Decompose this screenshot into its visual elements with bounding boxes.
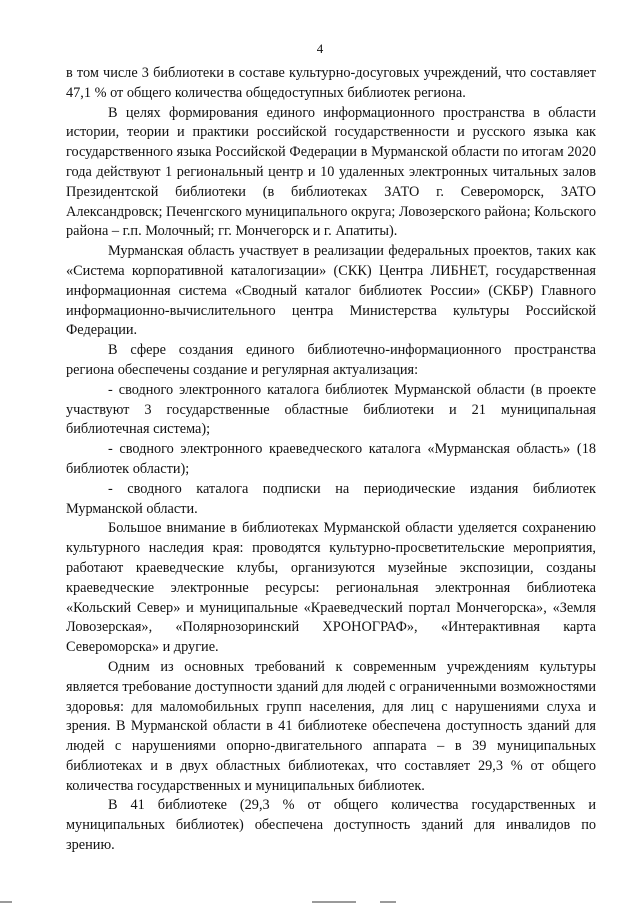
paragraph-presidential-library: В целях формирования единого информационного пространства в области истории, теории и практики российской государственности и русского языка как государственного языка Российской Федерации в Мурманской области по итогам 2020 года действуют 1 региональный центр и 10 удаленных электронных читальных залов Президентской библиотеки (в библиотеках ЗАТО г. Североморск, ЗАТО Александровск; Печенгского муниципального округа; Ловозерского района; Кольского района – г.п. Молочный; гг. Мончегорск и г. Апатиты). (66, 104, 596, 240)
paragraph-visual-accessibility: В 41 библиотеке (29,3 % от общего количества государственных и муниципальных библиотек) обеспечена доступность зданий для инвалидов по зрению. (66, 797, 596, 854)
paragraph-continuation: в том числе 3 библиотеки в составе культурно-досуговых учреждений, что составляет 47,1 % от общего количества общедоступных библиотек региона. (66, 65, 596, 101)
list-item-local-history-catalog: - сводного электронного краеведческого каталога «Мурманская область» (18 библиотек области); (66, 441, 596, 477)
paragraph-accessibility: Одним из основных требований к современным учреждениям культуры является требование доступности зданий для людей с ограниченными возможностями здоровья: для маломобильных групп населения, для лиц с нарушениями слуха и зрения. В Мурманской области в 41 библиотеке обеспечена доступность зданий для людей с нарушениями опорно-двигательного аппарата – в 39 муниципальных библиотеках и в двух областных библиотеках, что составляет 29,3 % от общего количества государственных и муниципальных библиотек. (66, 658, 596, 794)
list-item-union-catalog: - сводного электронного каталога библиотек Мурманской области (в проекте участвуют 3 государственные областные библиотеки и 21 муниципальная библиотечная система); (66, 381, 596, 438)
footer-mark (380, 901, 396, 903)
document-body (66, 64, 596, 856)
scan-footer-marks (0, 897, 640, 903)
footer-mark (312, 901, 356, 903)
paragraph-federal-projects: Мурманская область участвует в реализации федеральных проектов, таких как «Система корпоративной каталогизации» (СКК) Центра ЛИБНЕТ, государственная информационная система «Сводный каталог библиотек России» (СКБР) Главного информационно-вычислительного центра Министерства культуры Российской Федерации. (66, 243, 596, 339)
paragraph-information-space: В сфере создания единого библиотечно-информационного пространства региона обеспечены создание и регулярная актуализация: (66, 342, 596, 378)
footer-mark (0, 901, 12, 903)
list-item-subscription-catalog: - сводного каталога подписки на периодические издания библиотек Мурманской области. (66, 480, 596, 517)
paragraph-cultural-heritage: Большое внимание в библиотеках Мурманской области уделяется сохранению культурного наследия края: проводятся культурно-просветительские мероприятия, работают краеведческие клубы, организуются музейные экспозиции, созданы краеведческие электронные ресурсы: региональная электронная библиотека «Кольский Север» и муниципальные «Краеведческий портал Мончегорска», «Земля Ловозерская», «Полярнозоринский ХРОНОГРАФ», «Интерактивная карта Североморска» и другие. (66, 520, 596, 656)
page-number: 4 (316, 41, 324, 56)
